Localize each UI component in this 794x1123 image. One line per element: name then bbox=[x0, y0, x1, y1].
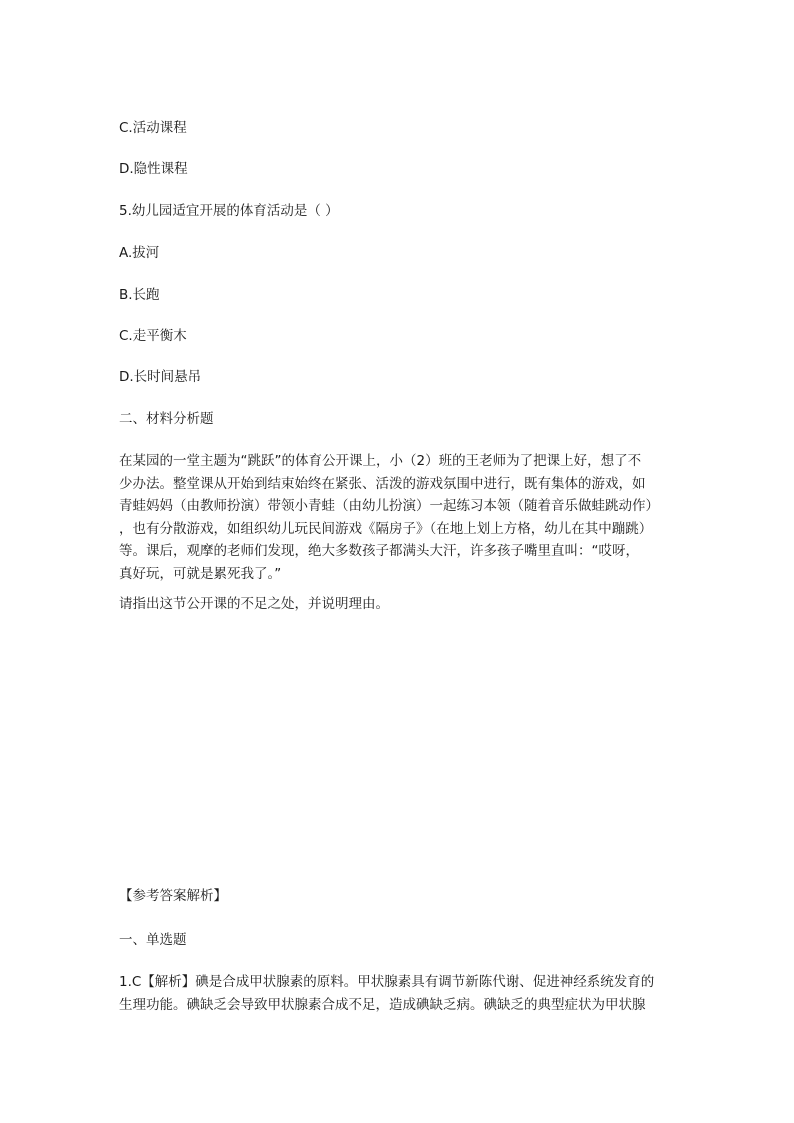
option-a-q5: A.拔河 bbox=[119, 245, 160, 261]
option-c-q5: C.走平衡木 bbox=[119, 328, 187, 344]
material-line: 青蛙妈妈（由教师扮演）带领小青蛙（由幼儿扮演）一起练习本领（随着音乐做蛙跳动作） bbox=[119, 498, 659, 514]
material-line: 真好玩，可就是累死我了。” bbox=[119, 565, 282, 582]
section-2-heading: 二、材料分析题 bbox=[119, 411, 214, 427]
material-paragraph bbox=[119, 450, 679, 585]
question-5-stem: 5.幼儿园适宜开展的体育活动是（ ） bbox=[119, 203, 339, 219]
material-line: ，也有分散游戏，如组织幼儿玩民间游戏《隔房子》（在地上划上方格，幼儿在其中蹦跳） bbox=[119, 520, 653, 537]
answers-subheading: 一、单选题 bbox=[119, 932, 187, 948]
material-question: 请指出这节公开课的不足之处，并说明理由。 bbox=[119, 596, 389, 612]
option-c-q4: C.活动课程 bbox=[119, 120, 187, 136]
option-b-q5: B.长跑 bbox=[119, 287, 160, 303]
answer-line: 1.C【解析】碘是合成甲状腺素的原料。甲状腺素具有调节新陈代谢、促进神经系统发育的 bbox=[119, 974, 655, 990]
answer-1-paragraph bbox=[119, 971, 679, 1016]
material-line: 在某园的一堂主题为“跳跃”的体育公开课上，小（2）班的王老师为了把课上好，想了不 bbox=[119, 453, 642, 469]
answer-line: 生理功能。碘缺乏会导致甲状腺素合成不足，造成碘缺乏病。碘缺乏的典型症状为甲状腺 bbox=[119, 996, 646, 1013]
option-d-q5: D.长时间悬吊 bbox=[119, 369, 202, 385]
option-d-q4: D.隐性课程 bbox=[119, 161, 188, 177]
answers-heading: 【参考答案解析】 bbox=[119, 888, 227, 904]
material-line: 等。课后，观摩的老师们发现，绝大多数孩子都满头大汗，许多孩子嘴里直叫：“哎呀， bbox=[119, 543, 639, 559]
material-line: 少办法。整堂课从开始到结束始终在紧张、活泼的游戏氛围中进行，既有集体的游戏，如 bbox=[119, 475, 646, 492]
